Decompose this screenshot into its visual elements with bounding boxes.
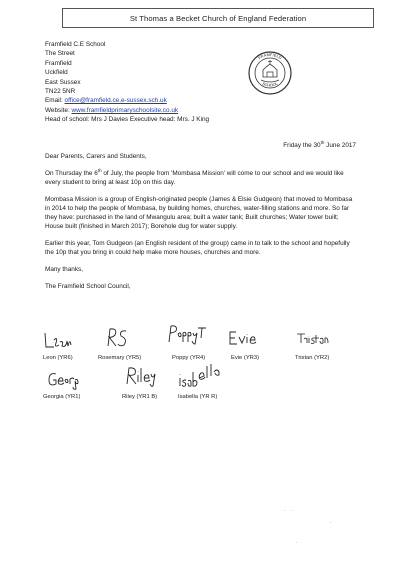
address-town: Uckfield bbox=[45, 69, 68, 77]
signature-name-leon: Leon (YR6) bbox=[43, 355, 73, 361]
email-label: Email: bbox=[45, 97, 65, 105]
scan-speckles-1: · · bbox=[284, 508, 295, 514]
date-suffix: June 2017 bbox=[324, 142, 356, 150]
signature-name-georgia: Georgia (YR1) bbox=[43, 394, 81, 400]
signature-mark-poppy bbox=[166, 322, 208, 346]
signature-name-tristan: Tristan (YR2) bbox=[295, 355, 330, 361]
p1-sup: th bbox=[97, 167, 102, 173]
address-postcode: TN22 5NR bbox=[45, 88, 76, 96]
signoff: The Framfield School Council, bbox=[45, 283, 131, 290]
signature-name-poppy: Poppy (YR4) bbox=[172, 355, 206, 361]
p1-part-a: On Thursday the 6 bbox=[45, 170, 98, 177]
signature-name-riley: Riley (YR1 B) bbox=[122, 394, 158, 400]
address-school: Framfield C.E School bbox=[45, 41, 106, 48]
signature-mark-rosemary bbox=[104, 326, 132, 350]
website-label: Website: bbox=[45, 106, 72, 114]
p1-part-b: of July, the people from 'Mombasa Mission' will come to our school and we would like every student to bring at least 10p on this day. bbox=[45, 170, 344, 186]
website-link[interactable]: www.framfieldprimaryschoolsite.co.uk bbox=[71, 106, 179, 114]
paragraph-2: Mombasa Mission is a group of English-originated people (James & Elsie Gudgeon) that moved to Mombasa in 2014 to help the people of Mombasa, by building homes, churches, water-filling stations and more. So far they have: purchased in the land of Mwangulu area; built a water tank; Built churches; Water tower built; House built (finished in March 2017); Borehole dug for water supply. bbox=[45, 196, 353, 230]
signature-mark-riley bbox=[124, 364, 158, 388]
crest-top-text: FRAMFIELD bbox=[257, 51, 283, 61]
date-prefix: Friday the 30 bbox=[283, 142, 321, 150]
signature-name-evie: Evie (YR3) bbox=[231, 355, 260, 361]
address-county: East Sussex bbox=[45, 78, 81, 86]
signature-mark-isabella bbox=[176, 360, 228, 388]
scan-speckles-3: · bbox=[296, 540, 300, 546]
address-heads: Head of school: Mrs J Davies Executive head: Mrs. J King bbox=[45, 116, 210, 124]
signature-mark-evie bbox=[226, 328, 258, 348]
scan-speckles-2: · bbox=[330, 520, 334, 526]
federation-title: St Thomas a Becket Church of England Federation bbox=[129, 13, 307, 23]
email-link[interactable]: office@framfield.ce.e-sussex.sch.uk bbox=[64, 97, 167, 105]
signature-name-isabella: Isabella (YR R) bbox=[178, 394, 218, 400]
date-sup: th bbox=[320, 140, 325, 145]
closing: Many thanks, bbox=[45, 266, 84, 273]
signature-mark-leon bbox=[42, 330, 72, 352]
signature-mark-georgia bbox=[46, 368, 82, 392]
signature-name-rosemary: Rosemary (YR5) bbox=[98, 355, 142, 361]
paragraph-3: Earlier this year, Tom Gudgeon (an English resident of the group) came in to talk to the school and hopefully the 10p that you bring in could help make more houses, churches and more. bbox=[45, 240, 350, 256]
greeting: Dear Parents, Carers and Students, bbox=[45, 153, 147, 160]
address-village: Framfield bbox=[45, 59, 72, 67]
crest-bottom-text: SCHOOL bbox=[261, 80, 279, 88]
address-street: The Street bbox=[45, 50, 75, 58]
signature-mark-tristan bbox=[295, 330, 329, 346]
